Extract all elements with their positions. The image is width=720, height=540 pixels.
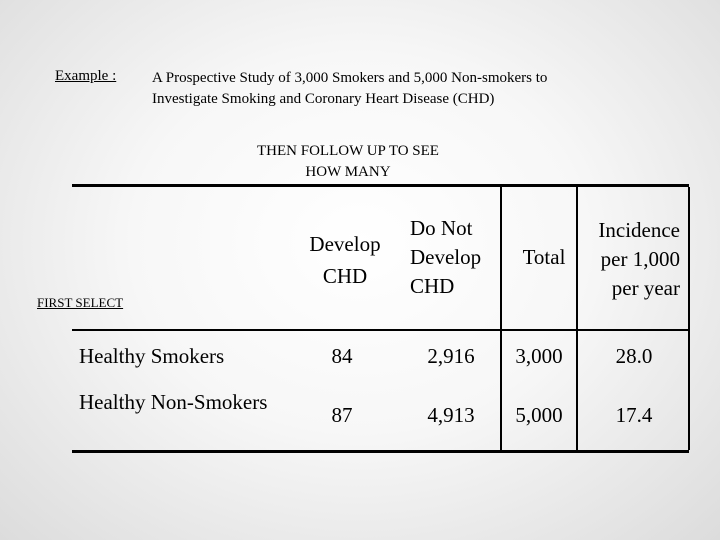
column-divider — [688, 187, 690, 450]
first-select-note: FIRST SELECT — [37, 295, 124, 310]
table-bottom-rule — [72, 450, 689, 453]
header-do-not-develop-chd: Do Not Develop CHD — [410, 216, 482, 298]
intro-text: A Prospective Study of 3,000 Smokers and 5,000 Non-smokers to Investigate Smoking and Coronary Heart Disease (CHD) — [152, 70, 548, 107]
header-develop-chd: Develop CHD — [309, 232, 381, 288]
header-incidence: Incidence per 1,000 per year — [598, 218, 680, 300]
cell-total: 5,000 — [515, 403, 563, 427]
example-label: Example : — [55, 68, 117, 84]
cell-incidence: 28.0 — [615, 344, 653, 368]
cell-develop: 84 — [331, 344, 353, 368]
cell-incidence: 17.4 — [615, 403, 653, 427]
table-header-rule — [72, 329, 689, 331]
row-label-smokers: Healthy Smokers — [79, 344, 225, 368]
row-label-non-smokers: Healthy Non-Smokers — [79, 390, 268, 414]
header-total: Total — [522, 245, 566, 269]
cell-develop: 87 — [331, 403, 353, 427]
cell-do-not-develop: 4,913 — [427, 403, 475, 427]
table-top-rule — [72, 184, 689, 187]
cell-total: 3,000 — [515, 344, 563, 368]
follow-up-text: THEN FOLLOW UP TO SEE HOW MANY — [257, 143, 439, 180]
cell-do-not-develop: 2,916 — [427, 344, 475, 368]
